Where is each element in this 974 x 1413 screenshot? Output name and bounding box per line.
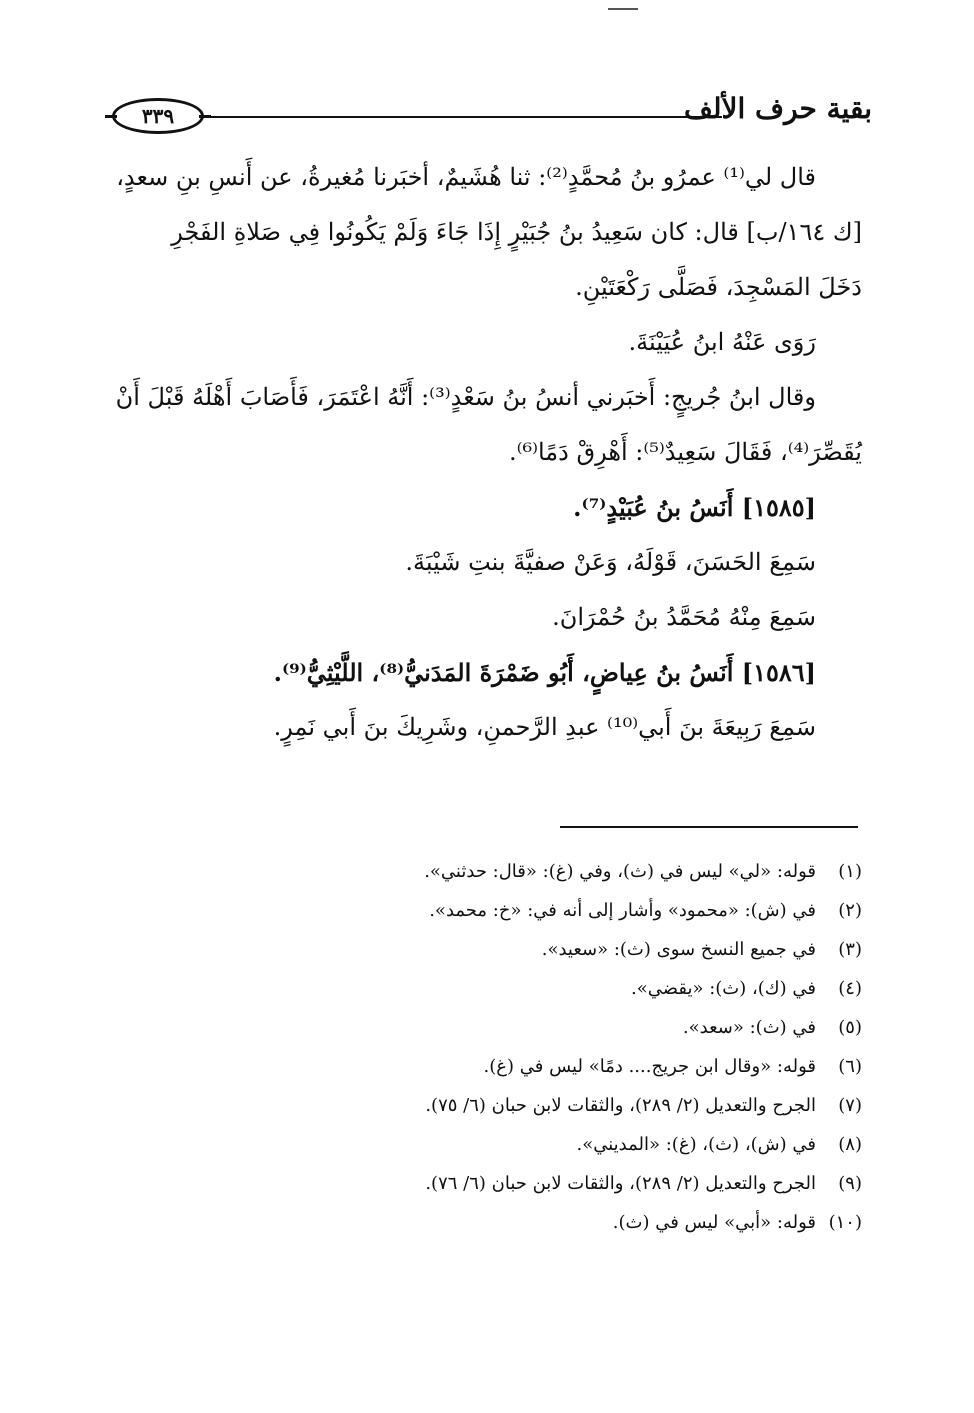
page-number: ٣٣٩: [141, 104, 175, 128]
footnote-item: [112, 930, 862, 969]
footnote-number: (١): [838, 861, 862, 882]
footnote-number: (٦): [838, 1056, 862, 1077]
text-line: رَوَى عَنْهُ ابنُ عُيَيْنَةَ.: [628, 328, 816, 356]
footnote-item: [112, 1047, 862, 1086]
footnotes: [112, 852, 862, 1242]
text-line: سَمِعَ الحَسَنَ، قَوْلَهُ، وَعَنْ صفيَّةَ بنتِ شَيْبَةَ.: [405, 548, 816, 576]
footnote-item: [112, 852, 862, 891]
footnote-text: الجرح والتعديل (٢/ ٢٨٩)، والثقات لابن حبان (٦/ ٧٦).: [425, 1173, 816, 1194]
footnote-text: قوله: «وقال ابن جريج.... دمًا» ليس في (غ).: [483, 1056, 816, 1077]
footnote-text: قوله: «لي» ليس في (ث)، وفي (غ): «قال: حدثني».: [424, 861, 816, 882]
text-line: [ك ١٦٤/ب] قال: كان سَعِيدُ بنُ جُبَيْرٍ إِذَا جَاءَ وَلَمْ يَكُونُوا فِي صَلاةِ الفَجْرِ: [171, 218, 862, 246]
footnote-text: الجرح والتعديل (٢/ ٢٨٩)، والثقات لابن حبان (٦/ ٧٥).: [425, 1095, 816, 1116]
text-line: سَمِعَ مِنْهُ مُحَمَّدُ بنُ حُمْرَانَ.: [552, 603, 816, 631]
footnote-number: (٨): [838, 1134, 862, 1155]
text-line: قال لي⁽¹⁾ عمرُو بنُ مُحمَّدٍ⁽²⁾: ثنا هُشَيمٌ، أخبَرنا مُغيرةُ، عن أَنسِ بنِ سعدٍ،: [116, 163, 816, 191]
footnote-number: (٤): [838, 978, 862, 999]
footnote-number: (١٠): [828, 1212, 862, 1233]
running-header: [112, 92, 872, 148]
footnote-number: (٩): [838, 1173, 862, 1194]
main-text: [112, 150, 862, 755]
text-line: وقال ابنُ جُريجٍ: أَخبَرني أنسُ بنُ سَعْدٍ⁽³⁾: أَنَّهُ اعْتَمَرَ، فَأَصَابَ أَهْلَهُ قَبْلَ أَنْ: [115, 383, 816, 411]
footnote-separator: [560, 826, 858, 828]
text-line: يُقَصِّرَ⁽⁴⁾، فَقَالَ سَعِيدٌ⁽⁵⁾: أَهْرِقْ دَمًا⁽⁶⁾.: [508, 438, 862, 466]
text-line: سَمِعَ رَبِيعَةَ بنَ أَبي⁽¹⁰⁾ عبدِ الرَّحمنِ، وشَرِيكَ بنَ أَبي نَمِرٍ.: [273, 713, 816, 741]
footnote-item: [112, 891, 862, 930]
footnote-number: (٥): [838, 1017, 862, 1038]
footnote-text: في (ش): «محمود» وأشار إلى أنه في: «خ: محمد».: [429, 900, 816, 921]
entry-heading-1585: [١٥٨٥] أَنَسُ بنُ عُبَيْدٍ⁽⁷⁾.: [573, 493, 816, 522]
footnote-item: [112, 1164, 862, 1203]
footnote-text: قوله: «أبي» ليس في (ث).: [612, 1212, 816, 1233]
footnote-item: [112, 1203, 862, 1242]
header-rule: [204, 116, 722, 118]
footnote-number: (٧): [838, 1095, 862, 1116]
footnote-text: في جميع النسخ سوى (ث): «سعيد».: [541, 939, 816, 960]
entry-heading-1586: [١٥٨٦] أَنَسُ بنُ عِياضٍ، أَبُو ضَمْرَةَ المَدَنيُّ⁽⁸⁾، اللَّيْثِيُّ⁽⁹⁾.: [273, 658, 816, 687]
header-title: بقية حرف الألف: [684, 92, 872, 125]
footnote-item: [112, 969, 862, 1008]
footnote-item: [112, 1125, 862, 1164]
footnote-text: في (ث): «سعد».: [682, 1017, 816, 1038]
footnote-text: في (ش)، (ث)، (غ): «المديني».: [576, 1134, 816, 1155]
footnote-text: في (ك)، (ث): «يقضي».: [631, 978, 816, 999]
page-number-badge: [112, 98, 204, 134]
footnote-item: [112, 1086, 862, 1125]
footnote-number: (٢): [838, 900, 862, 921]
footnote-number: (٣): [838, 939, 862, 960]
top-edge-mark: [608, 8, 638, 10]
footnote-item: [112, 1008, 862, 1047]
text-line: دَخَلَ المَسْجِدَ، فَصَلَّى رَكْعَتَيْنِ.: [575, 273, 862, 301]
